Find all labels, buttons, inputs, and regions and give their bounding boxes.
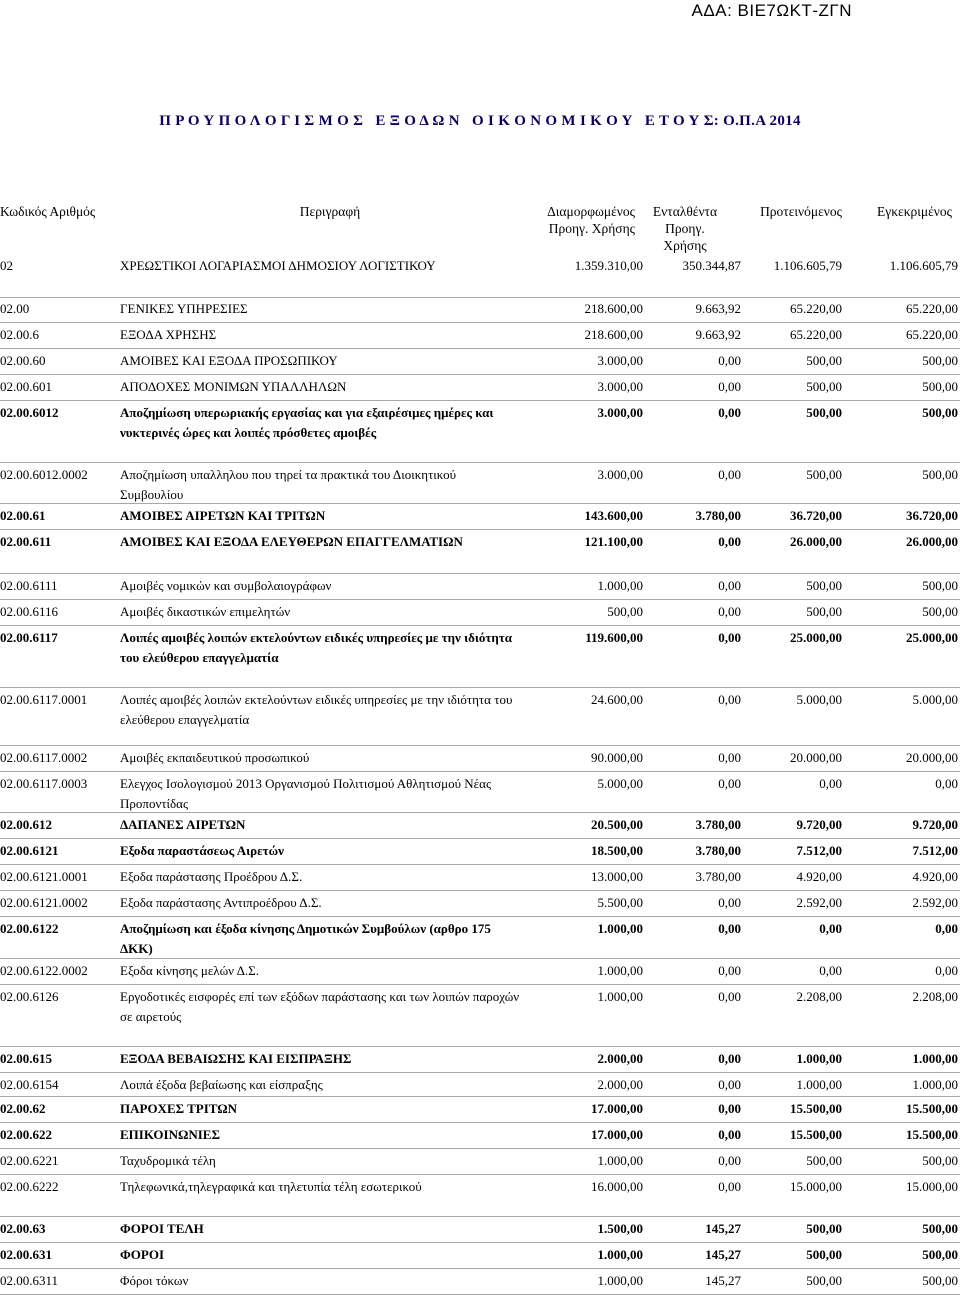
table-row bbox=[0, 687, 960, 746]
row-formed-prev-year: 16.000,00 bbox=[591, 1179, 643, 1194]
table-row bbox=[0, 625, 960, 688]
row-description: ΕΞΟΔΑ ΧΡΗΣΗΣ bbox=[120, 327, 217, 342]
row-formed-prev-year: 24.600,00 bbox=[591, 692, 643, 707]
row-approved: 65.220,00 bbox=[906, 301, 958, 316]
row-paid-prev-year: 0,00 bbox=[718, 630, 741, 645]
row-code: 02.00.62 bbox=[0, 1101, 46, 1116]
row-paid-prev-year: 0,00 bbox=[718, 921, 741, 936]
row-formed-prev-year: 18.500,00 bbox=[591, 843, 643, 858]
row-description: ΑΜΟΙΒΕΣ ΑΙΡΕΤΩΝ ΚΑΙ ΤΡΙΤΩΝ bbox=[120, 508, 326, 523]
row-code: 02.00.6221 bbox=[0, 1153, 59, 1168]
row-formed-prev-year: 13.000,00 bbox=[591, 869, 643, 884]
row-formed-prev-year: 1.000,00 bbox=[597, 1153, 643, 1168]
row-formed-prev-year: 2.000,00 bbox=[597, 1077, 643, 1092]
row-approved: 26.000,00 bbox=[906, 534, 958, 549]
row-description: ΦΟΡΟΙ bbox=[120, 1247, 165, 1262]
row-paid-prev-year: 0,00 bbox=[718, 692, 741, 707]
row-description: ΕΞΟΔΑ ΒΕΒΑΙΩΣΗΣ ΚΑΙ ΕΙΣΠΡΑΞΗΣ bbox=[120, 1051, 352, 1066]
table-row bbox=[0, 1216, 960, 1243]
row-proposed: 36.720,00 bbox=[790, 508, 842, 523]
row-approved: 500,00 bbox=[922, 604, 958, 619]
row-paid-prev-year: 0,00 bbox=[718, 379, 741, 394]
row-approved: 500,00 bbox=[922, 379, 958, 394]
row-proposed: 500,00 bbox=[806, 405, 842, 420]
row-approved: 20.000,00 bbox=[906, 750, 958, 765]
row-code: 02.00.611 bbox=[0, 534, 52, 549]
row-code: 02.00.6121.0002 bbox=[0, 895, 88, 910]
row-description: ΑΜΟΙΒΕΣ ΚΑΙ ΕΞΟΔΑ ΕΛΕΥΘΕΡΩΝ ΕΠΑΓΓΕΛΜΑΤΙΩΝ bbox=[120, 534, 463, 549]
row-description: Αμοιβές εκπαιδευτικού προσωπικού bbox=[120, 750, 310, 765]
row-description: ΓΕΝΙΚΕΣ ΥΠΗΡΕΣΙΕΣ bbox=[120, 301, 248, 316]
row-proposed: 500,00 bbox=[806, 1153, 842, 1168]
row-code: 02.00.6012 bbox=[0, 405, 59, 420]
table-row bbox=[0, 812, 960, 839]
row-approved: 0,00 bbox=[935, 921, 958, 936]
table-row bbox=[0, 400, 960, 463]
row-code: 02.00.6222 bbox=[0, 1179, 59, 1194]
table-row bbox=[0, 771, 960, 813]
row-formed-prev-year: 1.000,00 bbox=[597, 1247, 643, 1262]
row-formed-prev-year: 500,00 bbox=[607, 604, 643, 619]
row-proposed: 500,00 bbox=[806, 1221, 842, 1236]
row-formed-prev-year: 1.359.310,00 bbox=[574, 258, 643, 273]
table-row bbox=[0, 838, 960, 865]
row-code: 02.00.60 bbox=[0, 353, 46, 368]
row-code: 02.00.622 bbox=[0, 1127, 52, 1142]
row-description: Αποζημίωση υπαλληλου που τηρεί τα πρακτικά του Διοικητικού Συμβουλίου bbox=[120, 467, 457, 502]
row-paid-prev-year: 0,00 bbox=[718, 467, 741, 482]
table-row bbox=[0, 253, 960, 298]
row-paid-prev-year: 0,00 bbox=[718, 895, 741, 910]
row-formed-prev-year: 143.600,00 bbox=[584, 508, 643, 523]
row-approved: 2.208,00 bbox=[912, 989, 958, 1004]
row-description: ΑΠΟΔΟΧΕΣ ΜΟΝΙΜΩΝ ΥΠΑΛΛΗΛΩΝ bbox=[120, 379, 347, 394]
row-proposed: 500,00 bbox=[806, 604, 842, 619]
row-formed-prev-year: 1.500,00 bbox=[597, 1221, 643, 1236]
row-code: 02.00.6117.0003 bbox=[0, 776, 88, 791]
row-description: Εξοδα παράστασης Προέδρου Δ.Σ. bbox=[120, 869, 303, 884]
row-paid-prev-year: 9.663,92 bbox=[695, 327, 741, 342]
row-description: Φόροι τόκων bbox=[120, 1273, 189, 1288]
row-formed-prev-year: 5.500,00 bbox=[597, 895, 643, 910]
row-description: Λοιπές αμοιβές λοιπών εκτελούντων ειδικές υπηρεσίες με την ιδιότητα του ελεύθερου επαγγελματία bbox=[120, 630, 513, 665]
row-code: 02.00.6121.0001 bbox=[0, 869, 88, 884]
row-paid-prev-year: 350.344,87 bbox=[682, 258, 741, 273]
row-proposed: 7.512,00 bbox=[796, 843, 842, 858]
row-code: 02.00.6117 bbox=[0, 630, 58, 645]
row-code: 02.00.631 bbox=[0, 1247, 52, 1262]
row-code: 02.00.6154 bbox=[0, 1077, 59, 1092]
table-row bbox=[0, 1046, 960, 1073]
table-row bbox=[0, 1072, 960, 1097]
table-row bbox=[0, 1096, 960, 1123]
header-col-approved: Εγκεκριμένος bbox=[877, 204, 952, 219]
row-approved: 500,00 bbox=[922, 467, 958, 482]
header-col-paid-line2: Προηγ. bbox=[665, 221, 705, 236]
row-formed-prev-year: 90.000,00 bbox=[591, 750, 643, 765]
table-row bbox=[0, 322, 960, 349]
row-description: ΑΜΟΙΒΕΣ ΚΑΙ ΕΞΟΔΑ ΠΡΟΣΩΠΙΚΟΥ bbox=[120, 353, 338, 368]
row-paid-prev-year: 0,00 bbox=[718, 1153, 741, 1168]
row-formed-prev-year: 1.000,00 bbox=[597, 578, 643, 593]
row-description: Αποζημίωση και έξοδα κίνησης Δημοτικών Συμβούλων (αρθρο 175 ΔΚΚ) bbox=[120, 921, 491, 956]
row-description: Τηλεφωνικά,τηλεγραφικά και τηλετυπία τέλη εσωτερικού bbox=[120, 1179, 422, 1194]
row-approved: 1.000,00 bbox=[912, 1051, 958, 1066]
row-paid-prev-year: 0,00 bbox=[718, 1051, 741, 1066]
row-paid-prev-year: 0,00 bbox=[718, 750, 741, 765]
row-formed-prev-year: 1.000,00 bbox=[597, 921, 643, 936]
header-col-formed-line1: Διαμορφωμένος bbox=[547, 204, 635, 219]
row-description: Αμοιβές νομικών και συμβολαιογράφων bbox=[120, 578, 332, 593]
row-paid-prev-year: 0,00 bbox=[718, 1077, 741, 1092]
header-description: Περιγραφή bbox=[299, 204, 361, 219]
table-row bbox=[0, 745, 960, 772]
row-description: Αποζημίωση υπερωριακής εργασίας και για εξαιρέσιμες ημέρες και νυκτερινές ώρες και λοιπές πρόσθετες αμοιβές bbox=[120, 405, 494, 440]
row-proposed: 500,00 bbox=[806, 1273, 842, 1288]
row-formed-prev-year: 17.000,00 bbox=[591, 1127, 643, 1142]
row-code: 02.00.6117.0002 bbox=[0, 750, 88, 765]
row-code: 02.00 bbox=[0, 301, 30, 316]
row-proposed: 15.000,00 bbox=[790, 1179, 842, 1194]
row-approved: 0,00 bbox=[935, 776, 958, 791]
header-code: Κωδικός Αριθμός bbox=[0, 204, 96, 219]
row-proposed: 0,00 bbox=[819, 963, 842, 978]
row-paid-prev-year: 0,00 bbox=[718, 604, 741, 619]
table-row bbox=[0, 1122, 960, 1149]
row-description: ΠΑΡΟΧΕΣ ΤΡΙΤΩΝ bbox=[120, 1101, 238, 1116]
row-code: 02.00.601 bbox=[0, 379, 52, 394]
row-code: 02.00.6311 bbox=[0, 1273, 59, 1288]
row-proposed: 0,00 bbox=[819, 921, 842, 936]
ada-code: ΑΔΑ: ΒΙΕ7ΩΚΤ-ΖΓΝ bbox=[691, 1, 852, 20]
row-approved: 0,00 bbox=[935, 963, 958, 978]
row-code: 02.00.612 bbox=[0, 817, 52, 832]
row-formed-prev-year: 5.000,00 bbox=[597, 776, 643, 791]
header-col-proposed: Προτεινόμενος bbox=[760, 204, 842, 219]
table-row bbox=[0, 958, 960, 985]
row-formed-prev-year: 3.000,00 bbox=[597, 467, 643, 482]
row-paid-prev-year: 145,27 bbox=[705, 1247, 741, 1262]
row-description: Εξοδα παράστασης Αντιπροέδρου Δ.Σ. bbox=[120, 895, 322, 910]
row-approved: 15.500,00 bbox=[906, 1101, 958, 1116]
row-description: Εξοδα κίνησης μελών Δ.Σ. bbox=[120, 963, 259, 978]
row-paid-prev-year: 0,00 bbox=[718, 534, 741, 549]
row-proposed: 9.720,00 bbox=[796, 817, 842, 832]
row-formed-prev-year: 1.000,00 bbox=[597, 963, 643, 978]
table-row bbox=[0, 1174, 960, 1217]
row-proposed: 4.920,00 bbox=[796, 869, 842, 884]
row-code: 02.00.6 bbox=[0, 327, 39, 342]
row-paid-prev-year: 0,00 bbox=[718, 578, 741, 593]
row-code: 02.00.63 bbox=[0, 1221, 46, 1236]
row-approved: 36.720,00 bbox=[906, 508, 958, 523]
row-approved: 7.512,00 bbox=[912, 843, 958, 858]
row-formed-prev-year: 17.000,00 bbox=[591, 1101, 643, 1116]
row-approved: 4.920,00 bbox=[912, 869, 958, 884]
row-code: 02.00.6121 bbox=[0, 843, 59, 858]
row-code: 02.00.6117.0001 bbox=[0, 692, 88, 707]
row-description: Εξοδα παραστάσεως Αιρετών bbox=[120, 843, 284, 858]
row-proposed: 1.106.605,79 bbox=[773, 258, 842, 273]
row-paid-prev-year: 3.780,00 bbox=[695, 843, 741, 858]
row-code: 02.00.6111 bbox=[0, 578, 58, 593]
row-approved: 65.220,00 bbox=[906, 327, 958, 342]
row-code: 02 bbox=[0, 258, 13, 273]
row-description: ΧΡΕΩΣΤΙΚΟΙ ΛΟΓΑΡΙΑΣΜΟΙ ΔΗΜΟΣΙΟΥ ΛΟΓΙΣΤΙΚΟΥ bbox=[120, 258, 436, 273]
row-approved: 15.000,00 bbox=[906, 1179, 958, 1194]
row-formed-prev-year: 2.000,00 bbox=[597, 1051, 643, 1066]
row-paid-prev-year: 0,00 bbox=[718, 963, 741, 978]
row-description: Ελεγχος Ισολογισμού 2013 Οργανισμού Πολιτισμού Αθλητισμού Νέας Προποντίδας bbox=[120, 776, 492, 811]
row-paid-prev-year: 0,00 bbox=[718, 1101, 741, 1116]
row-paid-prev-year: 0,00 bbox=[718, 989, 741, 1004]
row-formed-prev-year: 1.000,00 bbox=[597, 1273, 643, 1288]
row-code: 02.00.6122 bbox=[0, 921, 59, 936]
row-proposed: 5.000,00 bbox=[796, 692, 842, 707]
row-description: ΕΠΙΚΟΙΝΩΝΙΕΣ bbox=[120, 1127, 220, 1142]
row-approved: 5.000,00 bbox=[912, 692, 958, 707]
row-formed-prev-year: 3.000,00 bbox=[597, 405, 643, 420]
row-description: Λοιπές αμοιβές λοιπών εκτελούντων ειδικές υπηρεσίες με την ιδιότητα του ελεύθερου επαγγελματία bbox=[120, 692, 513, 727]
row-approved: 25.000,00 bbox=[906, 630, 958, 645]
row-proposed: 500,00 bbox=[806, 578, 842, 593]
row-proposed: 20.000,00 bbox=[790, 750, 842, 765]
row-approved: 2.592,00 bbox=[912, 895, 958, 910]
row-paid-prev-year: 0,00 bbox=[718, 1179, 741, 1194]
row-proposed: 15.500,00 bbox=[790, 1127, 842, 1142]
row-formed-prev-year: 218.600,00 bbox=[584, 301, 643, 316]
row-code: 02.00.6126 bbox=[0, 989, 59, 1004]
table-row bbox=[0, 1268, 960, 1295]
row-proposed: 65.220,00 bbox=[790, 327, 842, 342]
table-row bbox=[0, 462, 960, 504]
row-proposed: 500,00 bbox=[806, 467, 842, 482]
row-proposed: 500,00 bbox=[806, 1247, 842, 1262]
row-proposed: 500,00 bbox=[806, 353, 842, 368]
row-paid-prev-year: 0,00 bbox=[718, 1127, 741, 1142]
row-formed-prev-year: 1.000,00 bbox=[597, 989, 643, 1004]
row-description: Αμοιβές δικαστικών επιμελητών bbox=[120, 604, 291, 619]
row-code: 02.00.615 bbox=[0, 1051, 52, 1066]
table-row bbox=[0, 864, 960, 891]
row-approved: 9.720,00 bbox=[912, 817, 958, 832]
row-description: Εργοδοτικές εισφορές επί των εξόδων παράστασης και των λοιπών παροχών σε αιρετούς bbox=[120, 989, 520, 1024]
row-proposed: 15.500,00 bbox=[790, 1101, 842, 1116]
row-paid-prev-year: 0,00 bbox=[718, 353, 741, 368]
row-paid-prev-year: 3.780,00 bbox=[695, 869, 741, 884]
table-row bbox=[0, 1148, 960, 1175]
table-row bbox=[0, 890, 960, 917]
row-code: 02.00.6116 bbox=[0, 604, 59, 619]
row-paid-prev-year: 3.780,00 bbox=[695, 817, 741, 832]
header-col-formed-line2: Προηγ. Χρήσης bbox=[548, 221, 635, 236]
table-row bbox=[0, 374, 960, 401]
header-col-paid-line3: Χρήσης bbox=[663, 238, 707, 253]
table-row bbox=[0, 984, 960, 1047]
row-approved: 500,00 bbox=[922, 1273, 958, 1288]
header-col-paid-line1: Ενταλθέντα bbox=[652, 204, 718, 219]
row-formed-prev-year: 119.600,00 bbox=[585, 630, 643, 645]
row-approved: 15.500,00 bbox=[906, 1127, 958, 1142]
row-formed-prev-year: 3.000,00 bbox=[597, 353, 643, 368]
document-title: Π Ρ Ο Υ Π Ο Λ Ο Γ Ι Σ Μ Ο Σ Ε Ξ Ο Δ Ω Ν Ο Ι Κ Ο Ν Ο Μ Ι Κ Ο Υ Ε Τ Ο Υ Σ: Ο.Π.Α 2014 bbox=[159, 113, 801, 129]
row-approved: 1.106.605,79 bbox=[889, 258, 958, 273]
row-proposed: 2.592,00 bbox=[796, 895, 842, 910]
table-row bbox=[0, 348, 960, 375]
row-paid-prev-year: 145,27 bbox=[705, 1273, 741, 1288]
row-proposed: 26.000,00 bbox=[790, 534, 842, 549]
table-row bbox=[0, 599, 960, 626]
table-row bbox=[0, 529, 960, 574]
row-code: 02.00.61 bbox=[0, 508, 46, 523]
table-row bbox=[0, 916, 960, 959]
table-row bbox=[0, 503, 960, 530]
row-description: ΦΟΡΟΙ ΤΕΛΗ bbox=[120, 1221, 204, 1236]
table-row bbox=[0, 296, 960, 323]
row-paid-prev-year: 0,00 bbox=[718, 776, 741, 791]
row-code: 02.00.6012.0002 bbox=[0, 467, 88, 482]
row-approved: 500,00 bbox=[922, 1247, 958, 1262]
row-formed-prev-year: 218.600,00 bbox=[584, 327, 643, 342]
row-approved: 500,00 bbox=[922, 405, 958, 420]
row-formed-prev-year: 121.100,00 bbox=[584, 534, 643, 549]
row-code: 02.00.6122.0002 bbox=[0, 963, 88, 978]
row-description: Λοιπά έξοδα βεβαίωσης και είσπραξης bbox=[120, 1077, 323, 1092]
row-formed-prev-year: 3.000,00 bbox=[597, 379, 643, 394]
row-formed-prev-year: 20.500,00 bbox=[591, 817, 643, 832]
row-proposed: 65.220,00 bbox=[790, 301, 842, 316]
row-proposed: 25.000,00 bbox=[790, 630, 842, 645]
row-description: ΔΑΠΑΝΕΣ ΑΙΡΕΤΩΝ bbox=[120, 817, 246, 832]
row-paid-prev-year: 0,00 bbox=[718, 405, 741, 420]
row-approved: 500,00 bbox=[922, 353, 958, 368]
row-approved: 500,00 bbox=[922, 1221, 958, 1236]
row-proposed: 0,00 bbox=[819, 776, 842, 791]
row-proposed: 1.000,00 bbox=[796, 1077, 842, 1092]
row-paid-prev-year: 3.780,00 bbox=[695, 508, 741, 523]
table-row bbox=[0, 573, 960, 600]
row-description: Ταχυδρομικά τέλη bbox=[120, 1153, 216, 1168]
row-proposed: 500,00 bbox=[806, 379, 842, 394]
row-paid-prev-year: 145,27 bbox=[705, 1221, 741, 1236]
row-proposed: 2.208,00 bbox=[796, 989, 842, 1004]
table-row bbox=[0, 1242, 960, 1269]
row-paid-prev-year: 9.663,92 bbox=[695, 301, 741, 316]
row-approved: 500,00 bbox=[922, 1153, 958, 1168]
row-proposed: 1.000,00 bbox=[796, 1051, 842, 1066]
row-approved: 1.000,00 bbox=[912, 1077, 958, 1092]
row-approved: 500,00 bbox=[922, 578, 958, 593]
